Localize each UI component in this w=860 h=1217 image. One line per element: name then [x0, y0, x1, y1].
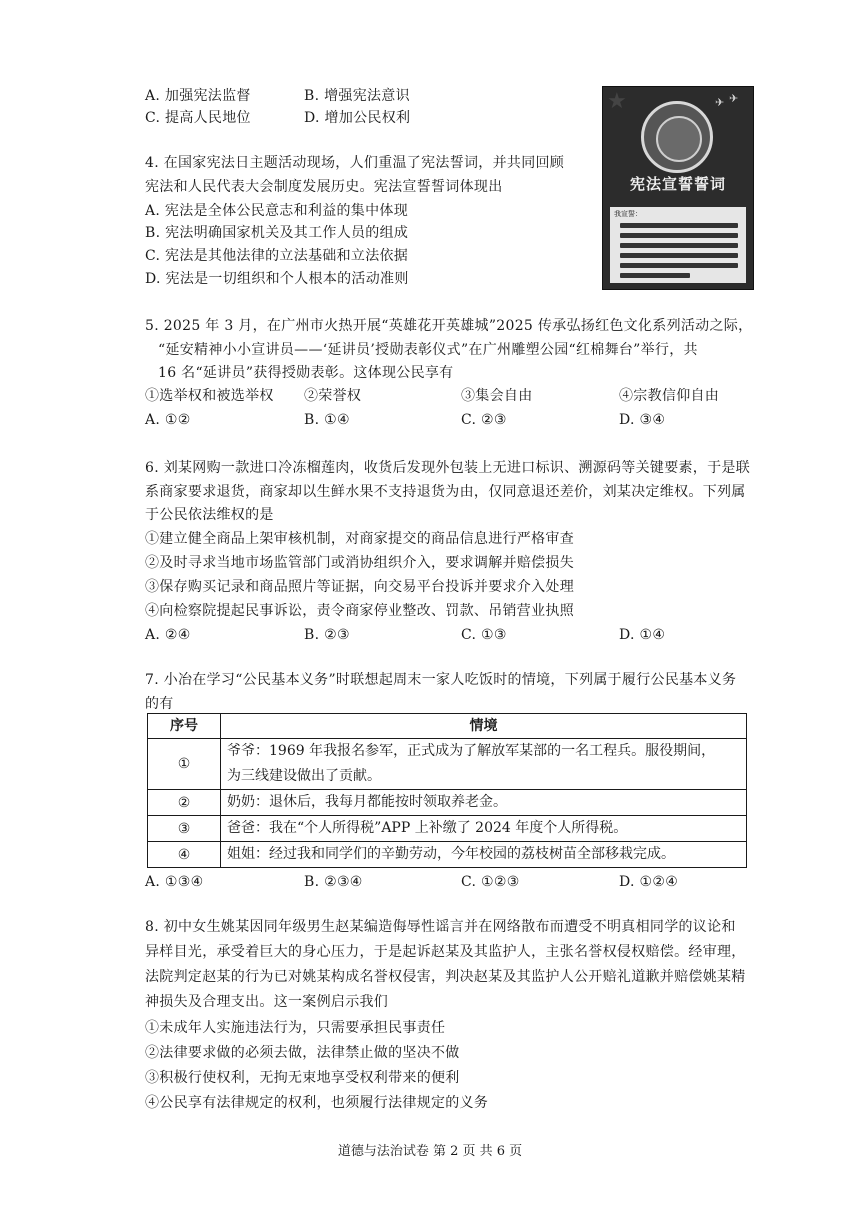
q5-stem-line-3: 16 名“延讲员”获得授勋表彰。这体现公民享有	[158, 365, 454, 381]
row-number: ②	[148, 790, 221, 816]
row-scenario: 奶奶：退休后，我每月都能按时领取养老金。	[221, 790, 747, 816]
q8-stem-line-2: 异样目光，承受着巨大的身心压力，于是起诉赵某及其监护人，主张名誉权侵权赔偿。经审理，	[145, 944, 746, 960]
row-number: ③	[148, 816, 221, 842]
q6-answer-c: C. ①③	[461, 627, 507, 643]
row-scenario: 爸爸：我在“个人所得税”APP 上补缴了 2024 年度个人所得税。	[221, 816, 747, 842]
scenario-line: 爷爷：1969 年我报名参军，正式成为了解放军某部的一名工程兵。服役期间，	[227, 743, 716, 759]
q6-answer-a: A. ②④	[145, 627, 191, 643]
row-scenario	[221, 739, 747, 790]
q5-stem-line-1: 5. 2025 年 3 月，在广州市火热开展“英雄花开英雄城”2025 传承弘扬红色文化系列活动之际，	[145, 318, 753, 334]
q3-option-c: C. 提高人民地位	[145, 110, 251, 126]
q4-option-a: A. 宪法是全体公民意志和利益的集中体现	[145, 203, 409, 219]
oath-text-card	[610, 207, 746, 283]
scenario-line: 为三线建设做出了贡献。	[227, 768, 381, 784]
q8-stem-line-3: 法院判定赵某的行为已对姚某构成名誉权侵害，判决赵某及其监护人公开赔礼道歉并赔偿姚某精	[145, 969, 746, 985]
q4-option-c: C. 宪法是其他法律的立法基础和立法依据	[145, 248, 409, 264]
row-scenario: 姐姐：经过我和同学们的辛勤劳动，今年校园的荔枝树苗全部移栽完成。	[221, 842, 747, 868]
q5-answer-a: A. ①②	[145, 412, 191, 428]
oath-card-heading: 我宣誓：	[614, 210, 642, 218]
q4-stem-line-1: 4. 在国家宪法日主题活动现场，人们重温了宪法誓词，并共同回顾	[145, 155, 565, 171]
q4-option-d: D. 宪法是一切组织和个人根本的活动准则	[145, 271, 409, 287]
star-icon: ★	[607, 89, 627, 114]
q3-option-d: D. 增加公民权利	[304, 110, 411, 126]
q8-stem-line-4: 神损失及合理支出。这一案例启示我们	[145, 994, 389, 1010]
oath-title: 宪法宣誓誓词	[629, 175, 726, 193]
q5-item-4: ④宗教信仰自由	[619, 388, 720, 404]
q7-stem-line-1: 7. 小冶在学习“公民基本义务”时联想起周末一家人吃饭时的情境，下列属于履行公民基本义务	[145, 672, 737, 688]
page-footer: 道德与法治试卷 第 2 页 共 6 页	[337, 1144, 523, 1159]
table-row	[148, 842, 747, 868]
q6-item-2: ②及时寻求当地市场监管部门或消协组织介入，要求调解并赔偿损失	[145, 555, 574, 571]
q5-answer-c: C. ②③	[461, 412, 507, 428]
national-emblem-icon	[641, 101, 713, 173]
q3-option-a: A. 加强宪法监督	[145, 88, 251, 104]
q7-answer-c: C. ①②③	[461, 874, 520, 890]
table-header-number: 序号	[148, 714, 221, 739]
q8-item-1: ①未成年人实施违法行为，只需要承担民事责任	[145, 1020, 446, 1036]
q6-answer-b: B. ②③	[304, 627, 350, 643]
q4-option-b: B. 宪法明确国家机关及其工作人员的组成	[145, 225, 409, 241]
q5-item-3: ③集会自由	[461, 388, 533, 404]
q5-item-1: ①选举权和被选举权	[145, 388, 274, 404]
q7-answer-d: D. ①②④	[619, 874, 679, 890]
q8-item-2: ②法律要求做的必须去做，法律禁止做的坚决不做	[145, 1045, 460, 1061]
q5-answer-b: B. ①④	[304, 412, 350, 428]
q6-item-3: ③保存购买记录和商品照片等证据，向交易平台投诉并要求介入处理	[145, 579, 574, 595]
table-header-scenario: 情境	[221, 714, 747, 739]
oath-photo	[602, 86, 754, 290]
table-header-row	[148, 714, 747, 739]
row-number: ④	[148, 842, 221, 868]
q7-scenario-table	[147, 713, 747, 868]
q6-stem-line-2: 系商家要求退货，商家却以生鲜水果不支持退货为由，仅同意退还差价，刘某决定维权。下列属	[145, 484, 746, 500]
q8-item-3: ③积极行使权利，无拘无束地享受权利带来的便利	[145, 1070, 460, 1086]
q8-stem-line-1: 8. 初中女生姚某因同年级男生赵某编造侮辱性谣言并在网络散布而遭受不明真相同学的议论和	[145, 919, 736, 935]
q5-stem-line-2: “延安精神小小宣讲员——‘延讲员’授勋表彰仪式”在广州雕塑公园“红棉舞台”举行，共	[158, 342, 698, 358]
q6-item-4: ④向检察院提起民事诉讼，责令商家停业整改、罚款、吊销营业执照	[145, 603, 574, 619]
q6-stem-line-3: 于公民依法维权的是	[145, 507, 274, 523]
q8-item-4: ④公民享有法律规定的权利，也须履行法律规定的义务	[145, 1095, 489, 1111]
q7-answer-b: B. ②③④	[304, 874, 363, 890]
dove-icon: ✈	[715, 96, 725, 109]
table-row	[148, 790, 747, 816]
q5-item-2: ②荣誉权	[304, 388, 362, 404]
q5-answer-d: D. ③④	[619, 412, 666, 428]
q7-answer-a: A. ①③④	[145, 874, 204, 890]
table-row	[148, 816, 747, 842]
dove-icon: ✈	[729, 92, 739, 105]
q6-answer-d: D. ①④	[619, 627, 666, 643]
q6-stem-line-1: 6. 刘某网购一款进口冷冻榴莲肉，收货后发现外包装上无进口标识、溯源码等关键要素，于是联	[145, 460, 751, 476]
table-row	[148, 739, 747, 790]
q4-stem-line-2: 宪法和人民代表大会制度发展历史。宪法宣誓誓词体现出	[145, 179, 503, 195]
q3-option-b: B. 增强宪法意识	[304, 88, 410, 104]
row-number: ①	[148, 739, 221, 790]
q7-stem-line-2: 的有	[145, 696, 174, 712]
q6-item-1: ①建立健全商品上架审核机制，对商家提交的商品信息进行严格审查	[145, 531, 574, 547]
